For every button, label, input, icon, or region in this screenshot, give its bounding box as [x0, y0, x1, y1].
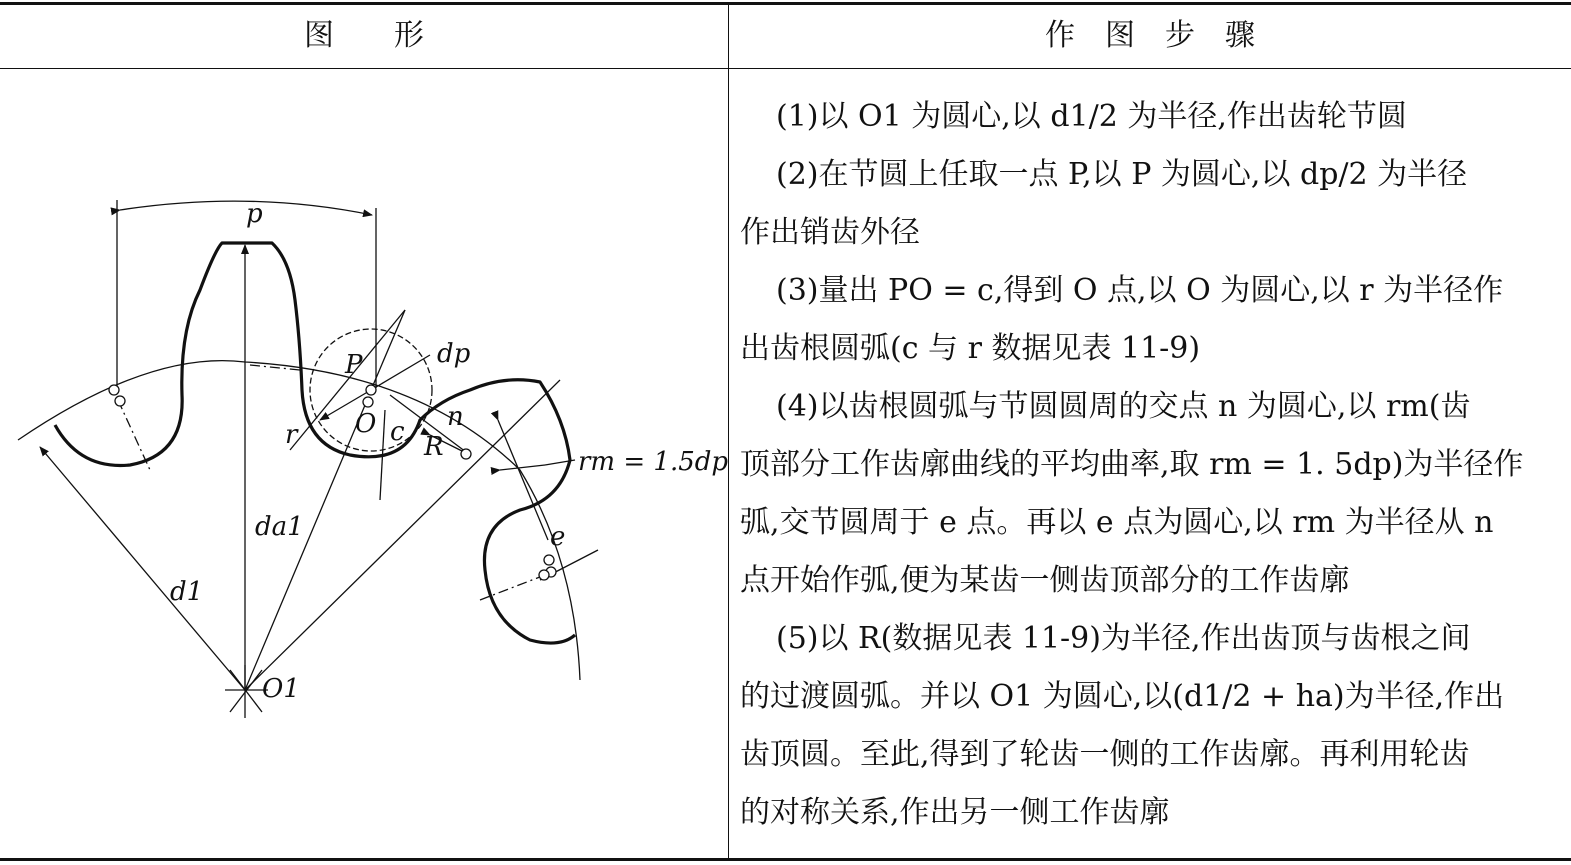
step-line: 弧,交节圆周于 e 点。再以 e 点为圆心,以 rm 为半径从 n — [740, 505, 1494, 540]
label-c: c — [390, 417, 405, 447]
label-P: P — [345, 350, 363, 380]
header-steps: 作 图 步 骤 — [1045, 18, 1255, 53]
tooth-profile — [55, 243, 575, 643]
figure-cell — [0, 69, 728, 858]
step-line: 的过渡圆弧。并以 O1 为圆心,以(d1/2 + ha)为半径,作出 — [740, 679, 1505, 714]
step-line: 作出销齿外径 — [740, 215, 920, 250]
gear-tooth-diagram — [0, 69, 728, 858]
label-O: O — [355, 409, 377, 439]
label-dp: dp — [437, 339, 471, 369]
label-d1: d1 — [170, 577, 204, 607]
label-O1: O1 — [262, 674, 300, 704]
step-line: (4)以齿根圆弧与节圆圆周的交点 n 为圆心,以 rm(齿 — [776, 389, 1471, 424]
step-line: 出齿根圆弧(c 与 r 数据见表 11-9) — [740, 331, 1201, 366]
step-line: (3)量出 PO = c,得到 O 点,以 O 为圆心,以 r 为半径作 — [776, 273, 1504, 308]
table-top-rule — [0, 2, 1571, 5]
step-line: (5)以 R(数据见表 11-9)为半径,作出齿顶与齿根之间 — [776, 621, 1471, 656]
label-e: e — [550, 522, 566, 552]
label-da1: da1 — [255, 512, 304, 542]
step-line: 的对称关系,作出另一侧工作齿廓 — [740, 795, 1170, 830]
step-line: (2)在节圆上任取一点 P,以 P 为圆心,以 dp/2 为半径 — [776, 157, 1468, 192]
label-R: R — [424, 432, 444, 462]
label-rm-eq: rm = 1.5dp — [578, 447, 728, 477]
step-line: 齿顶圆。至此,得到了轮齿一侧的工作齿廓。再利用轮齿 — [740, 737, 1470, 772]
label-r: r — [285, 420, 298, 450]
table-bottom-rule — [0, 858, 1571, 861]
label-p: p — [246, 199, 263, 229]
step-line: (1)以 O1 为圆心,以 d1/2 为半径,作出齿轮节圆 — [776, 99, 1407, 134]
steps-cell — [740, 88, 1560, 842]
header-figure: 图 形 — [304, 18, 424, 53]
column-divider — [728, 4, 729, 859]
step-line: 顶部分工作齿廓曲线的平均曲率,取 rm = 1. 5dp)为半径作 — [740, 447, 1524, 482]
label-n: n — [447, 402, 464, 432]
step-line: 点开始作弧,便为某齿一侧齿顶部分的工作齿廓 — [740, 563, 1350, 598]
